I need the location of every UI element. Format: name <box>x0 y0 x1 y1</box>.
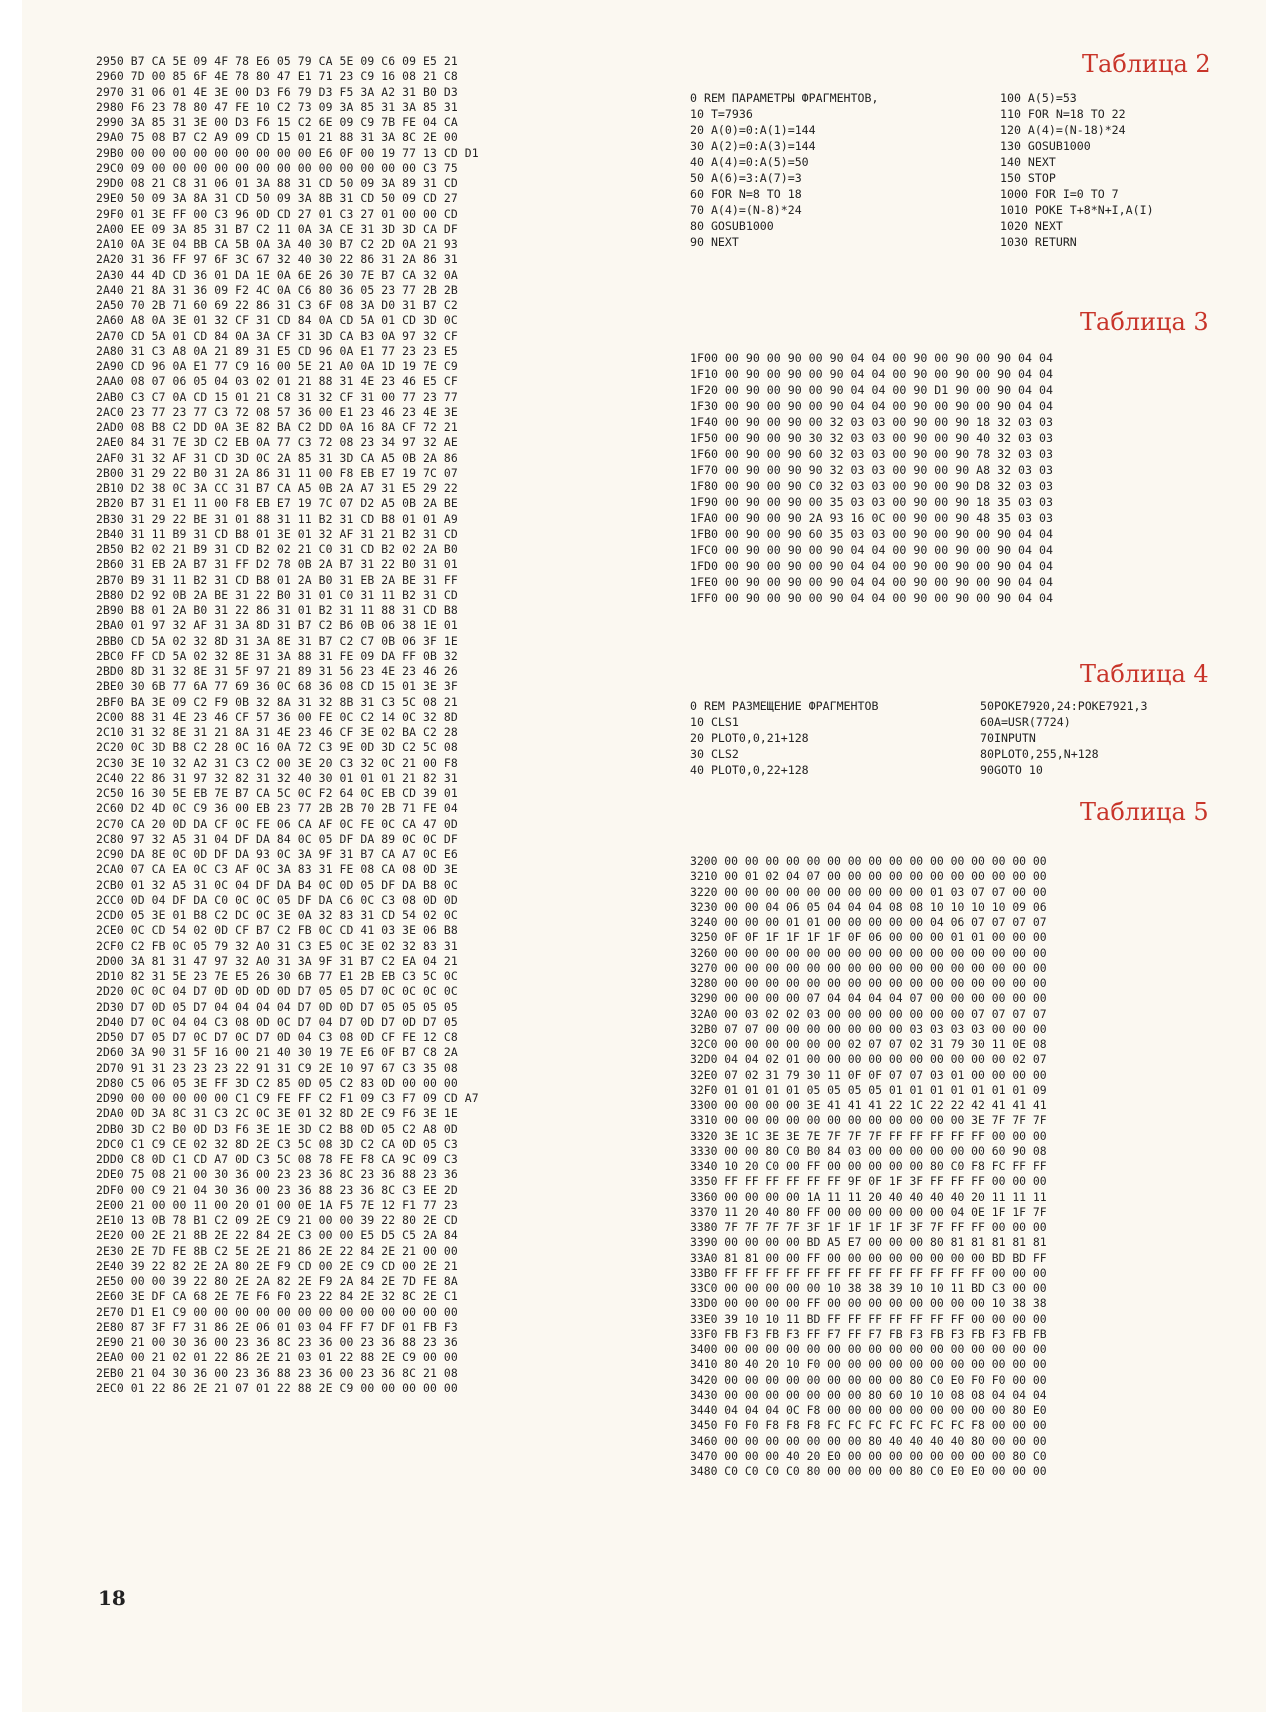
basic-line: 70INPUTN <box>980 731 1036 745</box>
basic-line: 1020 NEXT <box>1000 219 1063 233</box>
listing-line: 2B00 31 29 22 B0 31 2A 86 31 11 00 F8 EB E7 19 7C 07 <box>96 465 458 480</box>
listing-line: 2AB0 C3 C7 0A CD 15 01 21 C8 31 32 CF 31 00 77 23 77 <box>96 389 458 404</box>
basic-line: 10 CLS1 <box>690 715 739 729</box>
listing-line: 2BB0 CD 5A 02 32 8D 31 3A 8E 31 B7 C2 C7 0B 06 3F 1E <box>96 633 458 648</box>
listing-line: 32F0 01 01 01 01 05 05 05 05 01 01 01 01 01 01 01 09 <box>690 1082 1047 1097</box>
listing-line: 2CC0 0D 04 DF DA C0 0C 0C 05 DF DA C6 0C C3 08 0D 0D <box>96 892 458 907</box>
listing-line: 2DA0 0D 3A 8C 31 C3 2C 0C 3E 01 32 8D 2E C9 F6 3E 1E <box>96 1106 458 1121</box>
listing-line: 2C70 CA 20 0D DA CF 0C FE 06 CA AF 0C FE 0C CA 47 0D <box>96 816 458 831</box>
listing-line: 33E0 39 10 10 11 BD FF FF FF FF FF FF FF 00 00 00 00 <box>690 1311 1047 1326</box>
listing-line: 2CB0 01 32 A5 31 0C 04 DF DA B4 0C 0D 05 DF DA B8 0C <box>96 877 458 892</box>
listing-line: 2990 3A 85 31 3E 00 D3 F6 15 C2 6E 09 C9 7B FE 04 CA <box>96 115 458 129</box>
table2-listing-right <box>1000 90 1154 250</box>
listing-line: 2CF0 C2 FB 0C 05 79 32 A0 31 C3 E5 0C 3E 02 32 83 31 <box>96 938 458 953</box>
listing-line: 2B40 31 11 B9 31 CD B8 01 3E 01 32 AF 31 21 B2 31 CD <box>96 526 458 541</box>
listing-line: 33D0 00 00 00 00 FF 00 00 00 00 00 00 00 00 10 38 38 <box>690 1296 1047 1311</box>
basic-line: 10 T=7936 <box>690 107 753 121</box>
listing-line: 2A00 EE 09 3A 85 31 B7 C2 11 0A 3A CE 31 3D 3D CA DF <box>96 221 458 236</box>
listing-line: 2D00 3A 81 31 47 97 32 A0 31 3A 9F 31 B7 C2 EA 04 21 <box>96 953 458 968</box>
listing-line: 2C90 DA 8E 0C 0D DF DA 93 0C 3A 9F 31 B7 CA A7 0C E6 <box>96 847 458 861</box>
listing-line: 2B70 B9 31 11 B2 31 CD B8 01 2A B0 31 EB 2A BE 31 FF <box>96 572 458 587</box>
listing-line: 2DD0 C8 0D C1 CD A7 0D C3 5C 08 78 FE F8 CA 9C 09 C3 <box>96 1152 458 1166</box>
table2-title: Таблица 2 <box>1082 50 1211 78</box>
listing-line: 2A90 CD 96 0A E1 77 C9 16 00 5E 21 A0 0A 1D 19 7E C9 <box>96 359 458 373</box>
listing-line: 2DB0 3D C2 B0 0D D3 F6 3E 1E 3D C2 B8 0D 05 C2 A8 0D <box>96 1121 458 1136</box>
page-number: 18 <box>98 1586 126 1610</box>
listing-line: 2E80 87 3F F7 31 86 2E 06 01 03 04 FF F7 DF 01 FB F3 <box>96 1319 458 1334</box>
listing-line: 1FD0 00 90 00 90 00 90 04 04 00 90 00 90 00 90 04 04 <box>690 559 1053 573</box>
listing-line: 29B0 00 00 00 00 00 00 00 00 00 E6 0F 00 19 77 13 CD D1 <box>96 145 479 160</box>
listing-line: 3230 00 00 04 06 05 04 04 04 08 08 10 10 10 10 09 06 <box>690 899 1047 914</box>
listing-line: 3470 00 00 00 40 20 E0 00 00 00 00 00 00 00 00 80 C0 <box>690 1448 1047 1463</box>
listing-line: 2D40 D7 0C 04 04 C3 08 0D 0C D7 04 D7 0D D7 0D D7 05 <box>96 1014 458 1029</box>
basic-line: 130 GOSUB1000 <box>1000 139 1091 153</box>
listing-line: 3340 10 20 C0 00 FF 00 00 00 00 00 80 C0 F8 FC FF FF <box>690 1159 1047 1173</box>
listing-line: 3410 80 40 20 10 F0 00 00 00 00 00 00 00 00 00 00 00 <box>690 1357 1047 1372</box>
listing-line: 1F50 00 90 00 90 30 32 03 03 00 90 00 90 40 32 03 03 <box>690 431 1053 445</box>
listing-line: 3290 00 00 00 00 07 04 04 04 04 07 00 00 00 00 00 00 <box>690 991 1047 1006</box>
listing-line: 2B10 D2 38 0C 3A CC 31 B7 CA A5 0B 2A A7 31 E5 29 22 <box>96 481 458 495</box>
listing-line: 2BC0 FF CD 5A 02 32 8E 31 3A 88 31 FE 09 DA FF 0B 32 <box>96 648 458 663</box>
listing-line: 2E90 21 00 30 36 00 23 36 8C 23 36 00 23 36 88 23 36 <box>96 1335 458 1349</box>
listing-line: 1F20 00 90 00 90 00 90 04 04 00 90 D1 90 00 90 04 04 <box>690 383 1053 397</box>
listing-line: 32B0 07 07 00 00 00 00 00 00 00 03 03 03 03 00 00 00 <box>690 1021 1047 1036</box>
listing-line: 2AC0 23 77 23 77 C3 72 08 57 36 00 E1 23 46 23 4E 3E <box>96 404 458 419</box>
listing-line: 32C0 00 00 00 00 00 00 02 07 07 02 31 79 30 11 0E 08 <box>690 1037 1047 1051</box>
listing-line: 1F90 00 90 00 90 00 35 03 03 00 90 00 90 18 35 03 03 <box>690 495 1053 509</box>
basic-line: 60A=USR(7724) <box>980 715 1071 729</box>
listing-line: 3440 04 04 04 0C F8 00 00 00 00 00 00 00 00 00 80 E0 <box>690 1403 1047 1417</box>
listing-line: 3270 00 00 00 00 00 00 00 00 00 00 00 00 00 00 00 00 <box>690 960 1047 975</box>
listing-line: 33B0 FF FF FF FF FF FF FF FF FF FF FF FF FF 00 00 00 <box>690 1265 1047 1280</box>
listing-line: 33C0 00 00 00 00 00 10 38 38 39 10 10 11 BD C3 00 00 <box>690 1281 1047 1295</box>
listing-line: 2E20 00 2E 21 8B 2E 22 84 2E C3 00 00 E5 D5 C5 2A 84 <box>96 1228 458 1243</box>
magazine-page <box>22 0 1266 1712</box>
listing-line: 2950 B7 CA 5E 09 4F 78 E6 05 79 CA 5E 09 C6 09 E5 21 <box>96 54 458 68</box>
listing-line: 2AE0 84 31 7E 3D C2 EB 0A 77 C3 72 08 23 34 97 32 AE <box>96 435 458 450</box>
listing-line: 2980 F6 23 78 80 47 FE 10 C2 73 09 3A 85 31 3A 85 31 <box>96 99 458 114</box>
listing-line: 3460 00 00 00 00 00 00 00 80 40 40 40 40 80 00 00 00 <box>690 1433 1047 1448</box>
listing-line: 2D30 D7 0D 05 D7 04 04 04 04 D7 0D 0D D7 05 05 05 05 <box>96 999 458 1014</box>
basic-line: 110 FOR N=18 TO 22 <box>1000 107 1126 121</box>
table4-listing-left <box>690 698 878 778</box>
listing-line: 33F0 FB F3 FB F3 FF F7 FF F7 FB F3 FB F3 FB F3 FB FB <box>690 1326 1047 1341</box>
listing-line: 2EC0 01 22 86 2E 21 07 01 22 88 2E C9 00 00 00 00 00 <box>96 1380 458 1395</box>
listing-line: 2E50 00 00 39 22 80 2E 2A 82 2E F9 2A 84 2E 7D FE 8A <box>96 1274 458 1288</box>
listing-line: 2960 7D 00 85 6F 4E 78 80 47 E1 71 23 C9 16 08 21 C8 <box>96 69 458 84</box>
listing-line: 2BE0 30 6B 77 6A 77 69 36 0C 68 36 08 CD 15 01 3E 3F <box>96 679 458 694</box>
listing-line: 2CD0 05 3E 01 B8 C2 DC 0C 3E 0A 32 83 31 CD 54 02 0C <box>96 908 458 922</box>
basic-line: 40 PLOT0,0,22+128 <box>690 763 809 777</box>
listing-line: 32E0 07 02 31 79 30 11 0F 0F 07 07 03 01 00 00 00 00 <box>690 1067 1047 1082</box>
listing-line: 2BA0 01 97 32 AF 31 3A 8D 31 B7 C2 B6 0B 06 38 1E 01 <box>96 618 458 633</box>
basic-line: 30 CLS2 <box>690 747 739 761</box>
table3-title: Таблица 3 <box>1080 308 1209 336</box>
basic-line: 120 A(4)=(N-18)*24 <box>1000 123 1126 137</box>
listing-line: 3250 0F 0F 1F 1F 1F 1F 0F 06 00 00 00 01 01 00 00 00 <box>690 930 1047 945</box>
listing-line: 2EB0 21 04 30 36 00 23 36 88 23 36 00 23 36 8C 21 08 <box>96 1365 458 1380</box>
listing-line: 2D10 82 31 5E 23 7E E5 26 30 6B 77 E1 2B EB C3 5C 0C <box>96 969 458 983</box>
listing-line: 2BF0 BA 3E 09 C2 F9 0B 32 8A 31 32 8B 31 C3 5C 08 21 <box>96 694 458 709</box>
listing-line: 2A70 CD 5A 01 CD 84 0A 3A CF 31 3D CA B3 0A 97 32 CF <box>96 328 458 343</box>
table2-listing-left <box>690 90 878 250</box>
listing-line: 2D60 3A 90 31 5F 16 00 21 40 30 19 7E E6 0F B7 C8 2A <box>96 1045 458 1060</box>
listing-line: 3360 00 00 00 00 1A 11 11 20 40 40 40 40 20 11 11 11 <box>690 1189 1047 1204</box>
listing-line: 2D20 0C 0C 04 D7 0D 0D 0D 0D D7 05 05 D7 0C 0C 0C 0C <box>96 984 458 999</box>
listing-line: 3350 FF FF FF FF FF FF 9F 0F 1F 3F FF FF FF 00 00 00 <box>690 1174 1047 1189</box>
listing-line: 3420 00 00 00 00 00 00 00 00 00 80 C0 E0 F0 F0 00 00 <box>690 1372 1047 1387</box>
listing-line: 2E30 2E 7D FE 8B C2 5E 2E 21 86 2E 22 84 2E 21 00 00 <box>96 1243 458 1258</box>
listing-line: 2B30 31 29 22 BE 31 01 88 31 11 B2 31 CD B8 01 01 A9 <box>96 511 458 526</box>
listing-line: 2A30 44 4D CD 36 01 DA 1E 0A 6E 26 30 7E B7 CA 32 0A <box>96 267 458 282</box>
listing-line: 2A10 0A 3E 04 BB CA 5B 0A 3A 40 30 B7 C2 2D 0A 21 93 <box>96 237 458 251</box>
basic-line: 80PLOT0,255,N+128 <box>980 747 1099 761</box>
listing-line: 3260 00 00 00 00 00 00 00 00 00 00 00 00 00 00 00 00 <box>690 945 1047 960</box>
listing-line: 2EA0 00 21 02 01 22 86 2E 21 03 01 22 88 2E C9 00 00 <box>96 1350 458 1365</box>
basic-line: 30 A(2)=0:A(3)=144 <box>690 139 816 153</box>
listing-line: 1FF0 00 90 00 90 00 90 04 04 00 90 00 90 00 90 04 04 <box>690 591 1053 605</box>
listing-line: 2B80 D2 92 0B 2A BE 31 22 B0 31 01 C0 31 11 B2 31 CD <box>96 587 458 602</box>
listing-line: 29C0 09 00 00 00 00 00 00 00 00 00 00 00 00 00 C3 75 <box>96 160 458 175</box>
basic-line: 80 GOSUB1000 <box>690 219 774 233</box>
listing-line: 2AD0 08 B8 C2 DD 0A 3E 82 BA C2 DD 0A 16 8A CF 72 21 <box>96 420 458 434</box>
listing-line: 2D90 00 00 00 00 00 C1 C9 FE FF C2 F1 09 C3 F7 09 CD A7 <box>96 1091 479 1105</box>
basic-line: 50POKE7920,24:POKE7921,3 <box>980 699 1148 713</box>
listing-line: 1FC0 00 90 00 90 00 90 04 04 00 90 00 90 00 90 04 04 <box>690 543 1053 557</box>
listing-line: 3450 F0 F0 F8 F8 F8 FC FC FC FC FC FC FC F8 00 00 00 <box>690 1418 1047 1433</box>
listing-line: 2BD0 8D 31 32 8E 31 5F 97 21 89 31 56 23 4E 23 46 26 <box>96 664 458 678</box>
listing-line: 2CA0 07 CA EA 0C C3 AF 0C 3A 83 31 FE 08 CA 08 0D 3E <box>96 862 458 877</box>
table4-title: Таблица 4 <box>1080 660 1209 688</box>
listing-line: 1F70 00 90 00 90 90 32 03 03 00 90 00 90 A8 32 03 03 <box>690 463 1053 477</box>
basic-line: 90 NEXT <box>690 235 739 249</box>
listing-line: 2D50 D7 05 D7 0C D7 0C D7 0D 04 C3 08 0D CF FE 12 C8 <box>96 1030 458 1044</box>
listing-line: 2AF0 31 32 AF 31 CD 3D 0C 2A 85 31 3D CA A5 0B 2A 86 <box>96 450 458 465</box>
listing-line: 1F30 00 90 00 90 00 90 04 04 00 90 00 90 00 90 04 04 <box>690 399 1053 413</box>
basic-line: 0 REM РАЗМЕЩЕНИЕ ФРАГМЕНТОВ <box>690 699 879 713</box>
listing-line: 1FB0 00 90 00 90 60 35 03 03 00 90 00 90 00 90 04 04 <box>690 527 1053 541</box>
listing-line: 2970 31 06 01 4E 3E 00 D3 F6 79 D3 F5 3A A2 31 B0 D3 <box>96 84 458 99</box>
listing-line: 3400 00 00 00 00 00 00 00 00 00 00 00 00 00 00 00 00 <box>690 1342 1047 1356</box>
listing-line: 2A40 21 8A 31 36 09 F2 4C 0A C6 80 36 05 23 77 2B 2B <box>96 282 458 297</box>
listing-line: 3300 00 00 00 00 3E 41 41 41 22 1C 22 22 42 41 41 41 <box>690 1098 1047 1112</box>
basic-line: 70 A(4)=(N-8)*24 <box>690 203 802 217</box>
listing-line: 3210 00 01 02 04 07 00 00 00 00 00 00 00 00 00 00 00 <box>690 869 1047 884</box>
basic-line: 100 A(5)=53 <box>1000 91 1077 105</box>
listing-line: 2C20 0C 3D B8 C2 28 0C 16 0A 72 C3 9E 0D 3D C2 5C 08 <box>96 740 458 755</box>
basic-line: 60 FOR N=8 TO 18 <box>690 187 802 201</box>
basic-line: 90GOTO 10 <box>980 763 1043 777</box>
listing-line: 2B50 B2 02 21 B9 31 CD B2 02 21 C0 31 CD B2 02 2A B0 <box>96 542 458 556</box>
listing-line: 3380 7F 7F 7F 7F 3F 1F 1F 1F 1F 3F 7F FF FF 00 00 00 <box>690 1220 1047 1234</box>
listing-line: 1F00 00 90 00 90 00 90 04 04 00 90 00 90 00 90 04 04 <box>690 351 1053 365</box>
listing-line: 2C50 16 30 5E EB 7E B7 CA 5C 0C F2 64 0C EB CD 39 01 <box>96 786 458 800</box>
listing-line: 2D80 C5 06 05 3E FF 3D C2 85 0D 05 C2 83 0D 00 00 00 <box>96 1075 458 1090</box>
listing-line: 1F40 00 90 00 90 00 32 03 03 00 90 00 90 18 32 03 03 <box>690 415 1053 429</box>
listing-line: 2A20 31 36 FF 97 6F 3C 67 32 40 30 22 86 31 2A 86 31 <box>96 252 458 267</box>
listing-line: 3480 C0 C0 C0 C0 80 00 00 00 00 80 C0 E0 E0 00 00 00 <box>690 1464 1047 1478</box>
listing-line: 2C40 22 86 31 97 32 82 31 32 40 30 01 01 01 21 82 31 <box>96 770 458 785</box>
listing-line: 3220 00 00 00 00 00 00 00 00 00 00 01 03 07 07 00 00 <box>690 884 1047 899</box>
listing-line: 2E40 39 22 82 2E 2A 80 2E F9 CD 00 2E C9 CD 00 2E 21 <box>96 1258 458 1273</box>
listing-line: 2B20 B7 31 E1 11 00 F8 EB E7 19 7C 07 D2 A5 0B 2A BE <box>96 496 458 511</box>
basic-line: 40 A(4)=0:A(5)=50 <box>690 155 809 169</box>
listing-line: 3240 00 00 00 01 01 00 00 00 00 00 04 06 07 07 07 07 <box>690 915 1047 929</box>
listing-line: 1FA0 00 90 00 90 2A 93 16 0C 00 90 00 90 48 35 03 03 <box>690 511 1053 525</box>
basic-line: 140 NEXT <box>1000 155 1056 169</box>
listing-line: 3330 00 00 80 C0 B0 84 03 00 00 00 00 00 00 60 90 08 <box>690 1143 1047 1158</box>
listing-line: 2C00 88 31 4E 23 46 CF 57 36 00 FE 0C C2 14 0C 32 8D <box>96 709 458 724</box>
listing-line: 2CE0 0C CD 54 02 0D CF B7 C2 FB 0C CD 41 03 3E 06 B8 <box>96 923 458 938</box>
listing-line: 2A50 70 2B 71 60 69 22 86 31 C3 6F 08 3A D0 31 B7 C2 <box>96 298 458 312</box>
basic-line: 20 PLOT0,0,21+128 <box>690 731 809 745</box>
listing-line: 2C80 97 32 A5 31 04 DF DA 84 0C 05 DF DA 89 0C 0C DF <box>96 831 458 846</box>
table4-listing-right <box>980 698 1148 778</box>
basic-line: 1010 POKE T+8*N+I,A(I) <box>1000 203 1154 217</box>
listing-line: 32A0 00 03 02 02 03 00 00 00 00 00 00 00 07 07 07 07 <box>690 1006 1047 1021</box>
listing-line: 29D0 08 21 C8 31 06 01 3A 88 31 CD 50 09 3A 89 31 CD <box>96 176 458 190</box>
listing-line: 2E60 3E DF CA 68 2E 7E F6 F0 23 22 84 2E 32 8C 2E C1 <box>96 1289 458 1304</box>
listing-line: 3200 00 00 00 00 00 00 00 00 00 00 00 00 00 00 00 00 <box>690 854 1047 868</box>
listing-line: 2C10 31 32 8E 31 21 8A 31 4E 23 46 CF 3E 02 BA C2 28 <box>96 725 458 739</box>
hex-listing-main <box>96 54 676 1396</box>
basic-line: 0 REM ПАРАМЕТРЫ ФРАГМЕНТОВ, <box>690 91 879 105</box>
listing-line: 1F10 00 90 00 90 00 90 04 04 00 90 00 90 00 90 04 04 <box>690 367 1053 381</box>
listing-line: 2E10 13 0B 78 B1 C2 09 2E C9 21 00 00 39 22 80 2E CD <box>96 1213 458 1227</box>
listing-line: 29A0 75 08 B7 C2 A9 09 CD 15 01 21 88 31 3A 8C 2E 00 <box>96 130 458 145</box>
listing-line: 2AA0 08 07 06 05 04 03 02 01 21 88 31 4E 23 46 E5 CF <box>96 374 458 389</box>
listing-line: 3310 00 00 00 00 00 00 00 00 00 00 00 00 3E 7F 7F 7F <box>690 1113 1047 1128</box>
listing-line: 3390 00 00 00 00 BD A5 E7 00 00 00 80 81 81 81 81 81 <box>690 1235 1047 1250</box>
listing-line: 2A60 A8 0A 3E 01 32 CF 31 CD 84 0A CD 5A 01 CD 3D 0C <box>96 313 458 328</box>
listing-line: 1F80 00 90 00 90 C0 32 03 03 00 90 00 90 D8 32 03 03 <box>690 479 1053 493</box>
listing-line: 2A80 31 C3 A8 0A 21 89 31 E5 CD 96 0A E1 77 23 23 E5 <box>96 343 458 358</box>
basic-line: 1030 RETURN <box>1000 235 1077 249</box>
listing-line: 2B60 31 EB 2A B7 31 FF D2 78 0B 2A B7 31 22 B0 31 01 <box>96 557 458 572</box>
basic-line: 20 A(0)=0:A(1)=144 <box>690 123 816 137</box>
listing-line: 33A0 81 81 00 00 FF 00 00 00 00 00 00 00 00 BD BD FF <box>690 1250 1047 1265</box>
listing-line: 2D70 91 31 23 23 23 22 91 31 C9 2E 10 97 67 C3 35 08 <box>96 1060 458 1075</box>
listing-line: 3320 3E 1C 3E 3E 7E 7F 7F 7F FF FF FF FF FF 00 00 00 <box>690 1128 1047 1143</box>
listing-line: 2C60 D2 4D 0C C9 36 00 EB 23 77 2B 2B 70 2B 71 FE 04 <box>96 801 458 816</box>
listing-line: 2B90 B8 01 2A B0 31 22 86 31 01 B2 31 11 88 31 CD B8 <box>96 603 458 617</box>
listing-line: 1FE0 00 90 00 90 00 90 04 04 00 90 00 90 00 90 04 04 <box>690 575 1053 589</box>
table5-title: Таблица 5 <box>1080 798 1209 826</box>
listing-line: 3430 00 00 00 00 00 00 00 80 60 10 10 08 08 04 04 04 <box>690 1387 1047 1402</box>
listing-line: 3370 11 20 40 80 FF 00 00 00 00 00 00 04 0E 1F 1F 7F <box>690 1204 1047 1219</box>
basic-line: 150 STOP <box>1000 171 1056 185</box>
listing-line: 2DE0 75 08 21 00 30 36 00 23 23 36 8C 23 36 88 23 36 <box>96 1167 458 1182</box>
listing-line: 2E70 D1 E1 C9 00 00 00 00 00 00 00 00 00 00 00 00 00 <box>96 1304 458 1319</box>
listing-line: 2C30 3E 10 32 A2 31 C3 C2 00 3E 20 C3 32 0C 21 00 F8 <box>96 755 458 770</box>
basic-line: 50 A(6)=3:A(7)=3 <box>690 171 802 185</box>
listing-line: 29E0 50 09 3A 8A 31 CD 50 09 3A 8B 31 CD 50 09 CD 27 <box>96 191 458 206</box>
listing-line: 29F0 01 3E FF 00 C3 96 0D CD 27 01 C3 27 01 00 00 CD <box>96 206 458 221</box>
listing-line: 2DF0 00 C9 21 04 30 36 00 23 36 88 23 36 8C C3 EE 2D <box>96 1182 458 1197</box>
listing-line: 3280 00 00 00 00 00 00 00 00 00 00 00 00 00 00 00 00 <box>690 976 1047 990</box>
listing-line: 1F60 00 90 00 90 60 32 03 03 00 90 00 90 78 32 03 03 <box>690 447 1053 461</box>
listing-line: 2DC0 C1 C9 CE 02 32 8D 2E C3 5C 08 3D C2 CA 0D 05 C3 <box>96 1136 458 1151</box>
basic-line: 1000 FOR I=0 TO 7 <box>1000 187 1119 201</box>
table3-listing <box>690 350 1053 606</box>
listing-line: 2E00 21 00 00 11 00 20 01 00 0E 1A F5 7E 12 F1 77 23 <box>96 1197 458 1212</box>
listing-line: 32D0 04 04 02 01 00 00 00 00 00 00 00 00 00 00 02 07 <box>690 1052 1047 1067</box>
table5-listing <box>690 854 1047 1479</box>
